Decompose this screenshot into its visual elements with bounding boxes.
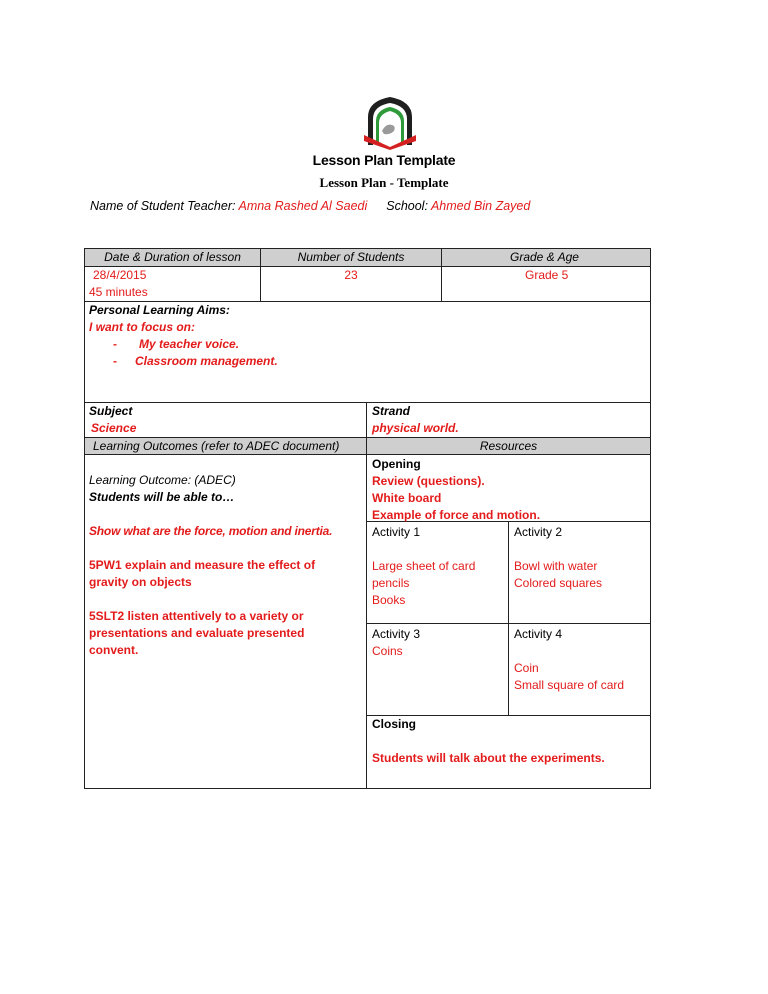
grade-header: Grade & Age: [510, 250, 579, 264]
aims-dash: -: [113, 337, 117, 351]
activity4-label: Activity 4: [514, 627, 563, 641]
date-header: Date & Duration of lesson: [104, 250, 241, 264]
school-value: Ahmed Bin Zayed: [430, 199, 531, 213]
school-arch-logo-icon: [360, 95, 420, 150]
strand-label: Strand: [372, 404, 411, 418]
opening-item: White board: [372, 491, 442, 505]
strand-value: physical world.: [372, 421, 459, 435]
resources-header: Resources: [479, 439, 538, 453]
outcome-3: convent.: [89, 643, 139, 657]
activity4-item: Small square of card: [514, 678, 625, 692]
outcome-2: 5PW1 explain and measure the effect of: [89, 558, 316, 572]
activity1-label: Activity 1: [372, 525, 421, 539]
aims-dash: -: [113, 354, 117, 368]
outcome-label: Learning Outcome: (ADEC): [89, 473, 236, 487]
outcome-1: Show what are the force, motion and inertia.: [89, 524, 333, 538]
aims-item: My teacher voice.: [139, 337, 240, 351]
outcome-2: gravity on objects: [89, 575, 192, 589]
opening-label: Opening: [372, 457, 421, 471]
closing-text: Students will talk about the experiments.: [372, 751, 605, 765]
page-title: Lesson Plan Template: [312, 152, 456, 168]
outcome-3: 5SLT2 listen attentively to a variety or: [89, 609, 304, 623]
closing-label: Closing: [372, 717, 416, 731]
outcome-3: presentations and evaluate presented: [89, 626, 305, 640]
outcome-intro: Students will be able to…: [89, 490, 235, 504]
duration-value: 45 minutes: [89, 285, 148, 299]
activity3-label: Activity 3: [372, 627, 421, 641]
activity1-item: Books: [372, 593, 406, 607]
activity1-item: pencils: [372, 576, 410, 590]
activity4-item: Coin: [514, 661, 539, 675]
page-subtitle: Lesson Plan - Template: [319, 175, 449, 190]
teacher-line: [90, 199, 530, 213]
students-header: Number of Students: [297, 250, 405, 264]
subject-value: Science: [91, 421, 137, 435]
school-label: School:: [386, 199, 428, 213]
students-value: 23: [344, 268, 358, 282]
aims-item: Classroom management.: [135, 354, 278, 368]
opening-item: Review (questions).: [372, 474, 485, 488]
activity2-item: Bowl with water: [514, 559, 598, 573]
teacher-value: Amna Rashed Al Saedi: [238, 199, 368, 213]
outcomes-header: Learning Outcomes (refer to ADEC document): [93, 439, 340, 453]
activity2-label: Activity 2: [514, 525, 563, 539]
subject-label: Subject: [89, 404, 133, 418]
date-value: 28/4/2015: [93, 268, 147, 282]
teacher-label: Name of Student Teacher:: [90, 199, 236, 213]
activity1-item: Large sheet of card: [372, 559, 476, 573]
opening-item: Example of force and motion.: [372, 508, 541, 522]
aims-intro: I want to focus on:: [89, 320, 195, 334]
activity3-item: Coins: [372, 644, 403, 658]
grade-value: Grade 5: [525, 268, 569, 282]
activity2-item: Colored squares: [514, 576, 603, 590]
aims-label: Personal Learning Aims:: [89, 303, 230, 317]
